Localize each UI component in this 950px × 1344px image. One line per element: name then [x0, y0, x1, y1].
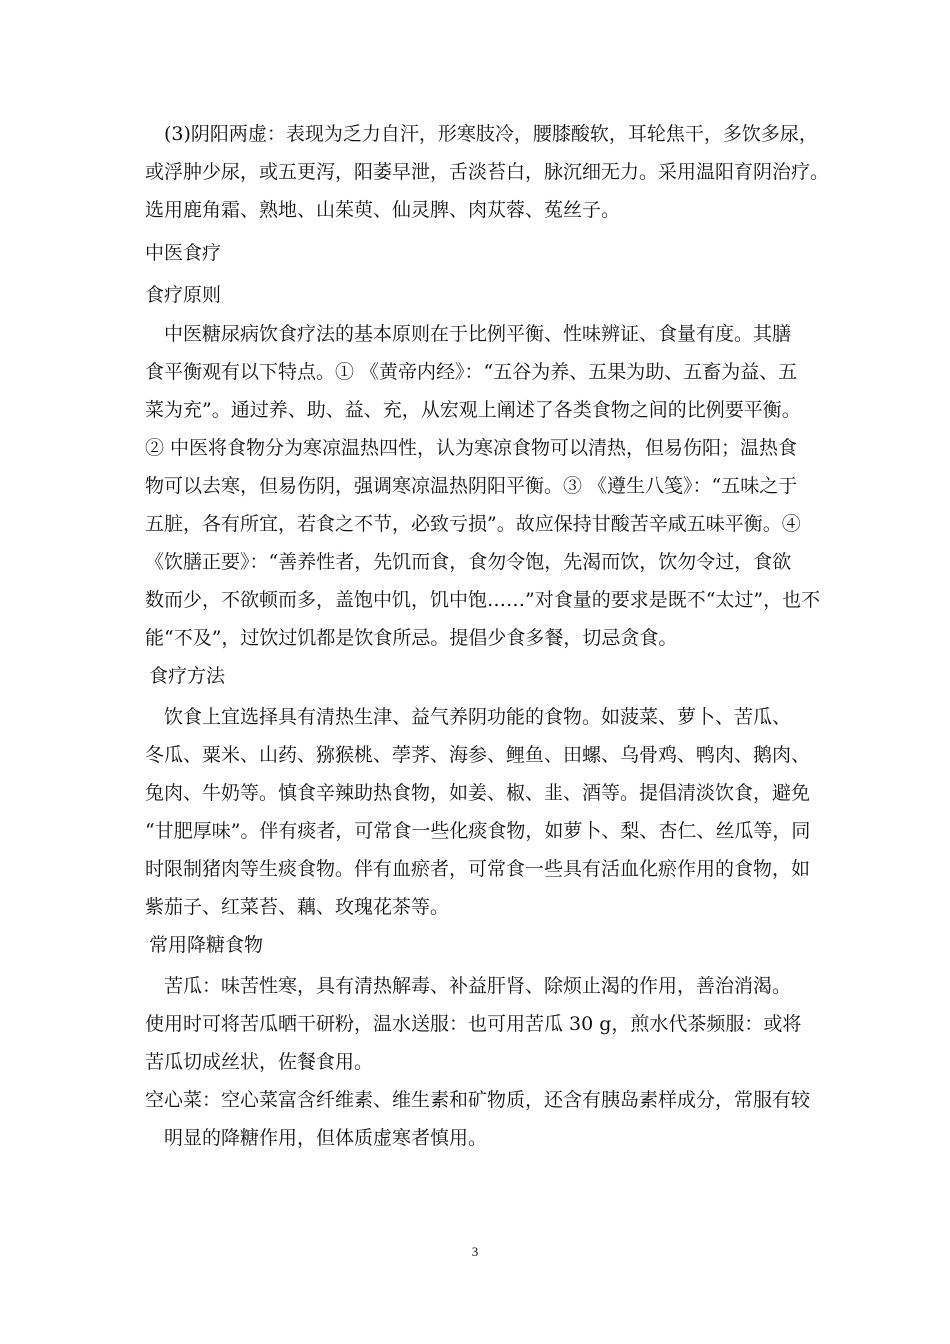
text-line-12: 《饮膳正要》：“善养性者，先饥而食，食勿令饱，先渴而饮，饮勿令过，食欲	[145, 551, 792, 573]
text-line-19: “甘肥厚味”。伴有痰者，可常食一些化痰食物，如萝卜、梨、杏仁、丝瓜等，同	[145, 820, 811, 842]
text-line-7: 食平衡观有以下特点。① 《黄帝内经》：“五谷为养、五果为助、五畜为益、五	[145, 361, 798, 383]
text-line-3: 选用鹿角霜、熟地、山茱萸、仙灵脾、肉苁蓉、菟丝子。	[145, 199, 621, 221]
text-line-21: 紫茄子、红菜苔、藕、玫瑰花茶等。	[145, 896, 450, 918]
text-line-9: ② 中医将食物分为寒凉温热四性，认为寒凉食物可以清热，但易伤阳；温热食	[145, 437, 798, 459]
text-line-24: 使用时可将苦瓜晒干研粉，温水送服：也可用苦瓜 30 g，煎水代茶频服：或将	[145, 1013, 802, 1035]
text-line-18: 兔肉、牛奶等。慎食辛辣助热食物，如姜、椒、韭、酒等。提倡清淡饮食，避免	[145, 782, 811, 804]
text-line-13: 数而少，不欲顿而多，盖饱中饥，饥中饱……”对食量的要求是既不“太过”，也不	[145, 589, 821, 611]
subheading-diet-principles: 食疗原则	[145, 284, 222, 306]
text-line-25: 苦瓜切成丝状，佐餐食用。	[145, 1051, 374, 1073]
text-line-8: 菜为充”。通过养、助、益、充，从宏观上阐述了各类食物之间的比例要平衡。	[145, 399, 801, 421]
text-line-1: (3)阴阳两虚：表现为乏力自汗，形寒肢冷，腰膝酸软，耳轮焦干，多饮多尿，	[145, 123, 818, 145]
text-line-6: 中医糖尿病饮食疗法的基本原则在于比例平衡、性味辨证、食量有度。其膳	[145, 323, 792, 345]
text-line-17: 冬瓜、粟米、山药、猕猴桃、荸荠、海参、鲤鱼、田螺、乌骨鸡、鸭肉、鹅肉、	[145, 744, 811, 766]
text-line-2: 或浮肿少尿，或五更泻，阳萎早泄，舌淡苔白，脉沉细无力。采用温阳育阴治疗。	[145, 161, 830, 183]
text-line-11: 五脏，各有所宜，若食之不节，必致亏损”。故应保持甘酸苦辛咸五味平衡。④	[145, 513, 801, 535]
text-line-27: 明显的降糖作用，但体质虚寒者慎用。	[145, 1127, 488, 1149]
text-line-23: 苦瓜：味苦性寒，具有清热解毒、补益肝肾、除烦止渴的作用，善治消渴。	[145, 975, 792, 997]
text-line-16: 饮食上宜选择具有清热生津、益气养阴功能的食物。如菠菜、萝卜、苦瓜、	[145, 706, 792, 728]
subheading-diet-methods: 食疗方法	[149, 665, 226, 687]
page-number: 3	[471, 1244, 479, 1259]
section-heading-diet-therapy: 中医食疗	[145, 242, 222, 264]
subheading-common-foods: 常用降糖食物	[149, 934, 264, 956]
text-line-10: 物可以去寒，但易伤阴，强调寒凉温热阴阳平衡。③ 《遵生八笺》：“五味之于	[145, 475, 798, 497]
text-line-20: 时限制猪肉等生痰食物。伴有血瘀者，可常食一些具有活血化瘀作用的食物，如	[145, 858, 811, 880]
text-line-14: 能“不及”，过饮过饥都是饮食所忌。提倡少食多餐，切忌贪食。	[145, 627, 678, 649]
text-line-26: 空心菜：空心菜富含纤维素、维生素和矿物质，还含有胰岛素样成分，常服有较	[145, 1089, 811, 1111]
